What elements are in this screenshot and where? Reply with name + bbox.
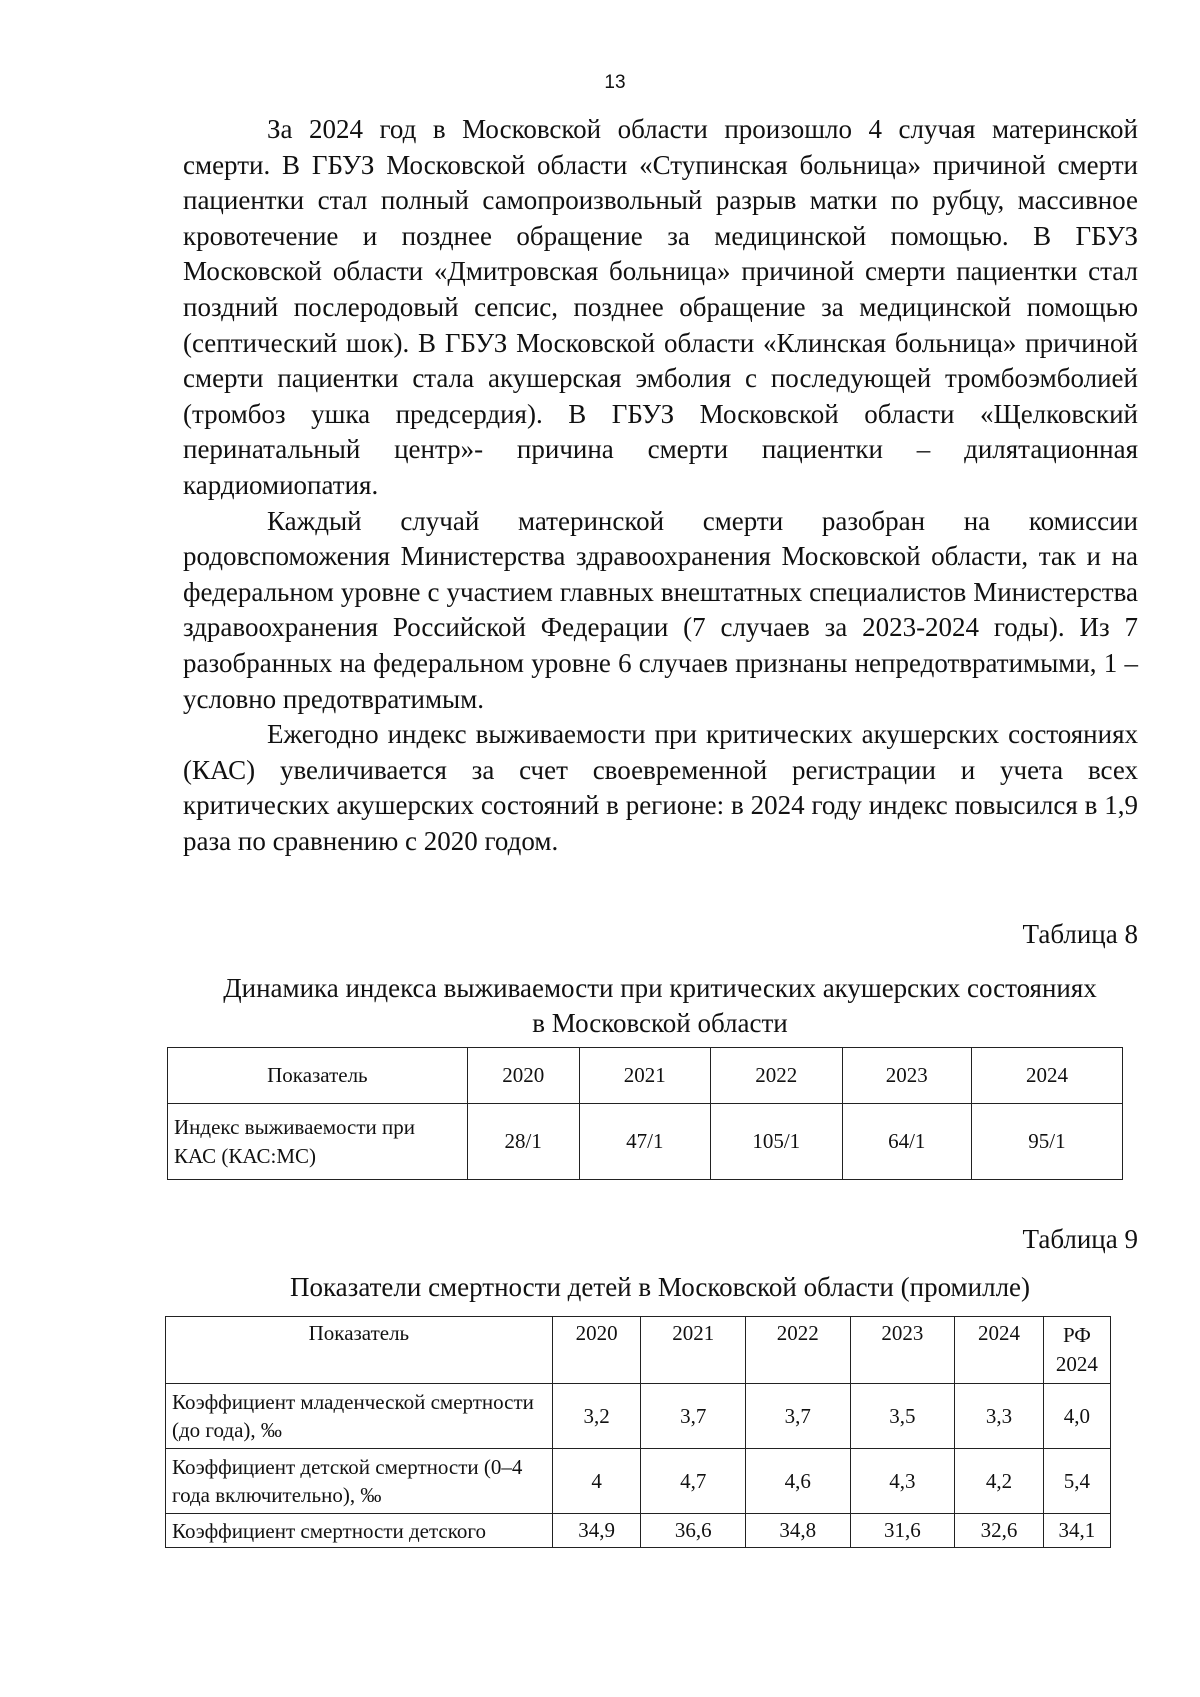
table8-caption-block — [183, 917, 1138, 952]
table8-header-cell: 2020 — [467, 1048, 579, 1104]
table9-cell: 3,3 — [955, 1384, 1044, 1449]
page-number: 13 — [604, 72, 626, 93]
table9-row — [166, 1384, 1111, 1449]
table9-header-cell: РФ 2024 — [1043, 1317, 1110, 1384]
table8-title-block — [150, 971, 1170, 1041]
table9-cell: 4,2 — [955, 1449, 1044, 1514]
table9-cell: 34,9 — [552, 1514, 641, 1548]
table9-cell: 4,0 — [1043, 1384, 1110, 1449]
table9-header-cell: 2022 — [746, 1317, 851, 1384]
table9-header-cell: 2024 — [955, 1317, 1044, 1384]
table8-cell: 28/1 — [467, 1104, 579, 1180]
table9-row-label: Коэффициент младенческой смертности (до года), ‰ — [166, 1384, 553, 1449]
table9-cell: 34,1 — [1043, 1514, 1110, 1548]
paragraph-survival-index: Ежегодно индекс выживаемости при критических акушерских состояниях (КАС) увеличивается за счет своевременной регистрации и учета всех критических акушерских состояний в регионе: в 2024 году индекс повысился в 1,9 раза по сравнению с 2020 годом. — [183, 719, 1138, 856]
table9-row-label: Коэффициент детской смертности (0–4 года включительно), ‰ — [166, 1449, 553, 1514]
table9-header-cell: 2021 — [641, 1317, 746, 1384]
table9-row-label: Коэффициент смертности детского — [166, 1514, 553, 1548]
table8-caption: Таблица 8 — [1022, 919, 1138, 949]
table9-caption: Таблица 9 — [1022, 1224, 1138, 1254]
table9-cell: 3,5 — [850, 1384, 955, 1449]
table8 — [167, 1047, 1123, 1180]
table8-cell: 47/1 — [579, 1104, 710, 1180]
table9 — [165, 1316, 1111, 1548]
table8-header-cell: 2022 — [711, 1048, 843, 1104]
table9-cell: 36,6 — [641, 1514, 746, 1548]
table9-cell: 31,6 — [850, 1514, 955, 1548]
table8-header-row — [168, 1048, 1123, 1104]
table9-cell: 4,7 — [641, 1449, 746, 1514]
table9-title-block — [150, 1270, 1170, 1305]
table9-cell: 4 — [552, 1449, 641, 1514]
table9-cell: 3,7 — [641, 1384, 746, 1449]
table9-cell: 34,8 — [746, 1514, 851, 1548]
table9-header-row — [166, 1317, 1111, 1384]
paragraph-commission-review: Каждый случай материнской смерти разобран на комиссии родовспоможения Министерства здравоохранения Московской области, так и на федеральном уровне с участием главных внештатных специалистов Министерства здравоохранения Российской Федерации (7 случаев за 2023-2024 годы). Из 7 разобранных на федеральном уровне 6 случаев признаны непредотвратимыми, 1 – условно предотвратимым. — [183, 505, 1138, 714]
table9-cell: 3,2 — [552, 1384, 641, 1449]
table9-header-cell: 2020 — [552, 1317, 641, 1384]
table9-cell: 5,4 — [1043, 1449, 1110, 1514]
table8-cell: 105/1 — [711, 1104, 843, 1180]
table9-caption-block — [183, 1222, 1138, 1257]
table8-header-cell: 2023 — [842, 1048, 971, 1104]
table8-header-cell: 2021 — [579, 1048, 710, 1104]
table8-header-cell: Показатель — [168, 1048, 468, 1104]
table9-cell: 4,6 — [746, 1449, 851, 1514]
body-text — [183, 112, 1138, 859]
table9-title: Показатели смертности детей в Московской области (промилле) — [289, 1272, 1031, 1302]
table9-cell: 32,6 — [955, 1514, 1044, 1548]
table9-cell: 3,7 — [746, 1384, 851, 1449]
table9-row — [166, 1514, 1111, 1548]
table8-title-line1: Динамика индекса выживаемости при критических акушерских состояниях — [223, 973, 1097, 1003]
table8-title-line2: в Московской области — [532, 1008, 788, 1038]
table8-header-cell: 2024 — [971, 1048, 1122, 1104]
table8-cell: 95/1 — [971, 1104, 1122, 1180]
table8-cell: 64/1 — [842, 1104, 971, 1180]
table9-header-cell: Показатель — [166, 1317, 553, 1384]
paragraph-maternal-deaths: За 2024 год в Московской области произошло 4 случая материнской смерти. В ГБУЗ Московской области «Ступинская больница» причиной смерти пациентки стал полный самопроизвольный разрыв матки по рубцу, массивное кровотечение и позднее обращение за медицинской помощью. В ГБУЗ Московской области «Дмитровская больница» причиной смерти пациентки стал поздний послеродовый сепсис, позднее обращение за медицинской помощью (септический шок). В ГБУЗ Московской области «Клинская больница» причиной смерти пациентки стала акушерская эмболия с последующей тромбоэмболией (тромбоз ушка предсердия). В ГБУЗ Московской области «Щелковский перинатальный центр»- причина смерти пациентки – дилятационная кардиомиопатия. — [183, 114, 1138, 500]
table9-cell: 4,3 — [850, 1449, 955, 1514]
table9-row — [166, 1449, 1111, 1514]
table8-data-row — [168, 1104, 1123, 1180]
table9-header-cell: 2023 — [850, 1317, 955, 1384]
table8-row-label: Индекс выживаемости при КАС (КАС:МС) — [168, 1104, 468, 1180]
